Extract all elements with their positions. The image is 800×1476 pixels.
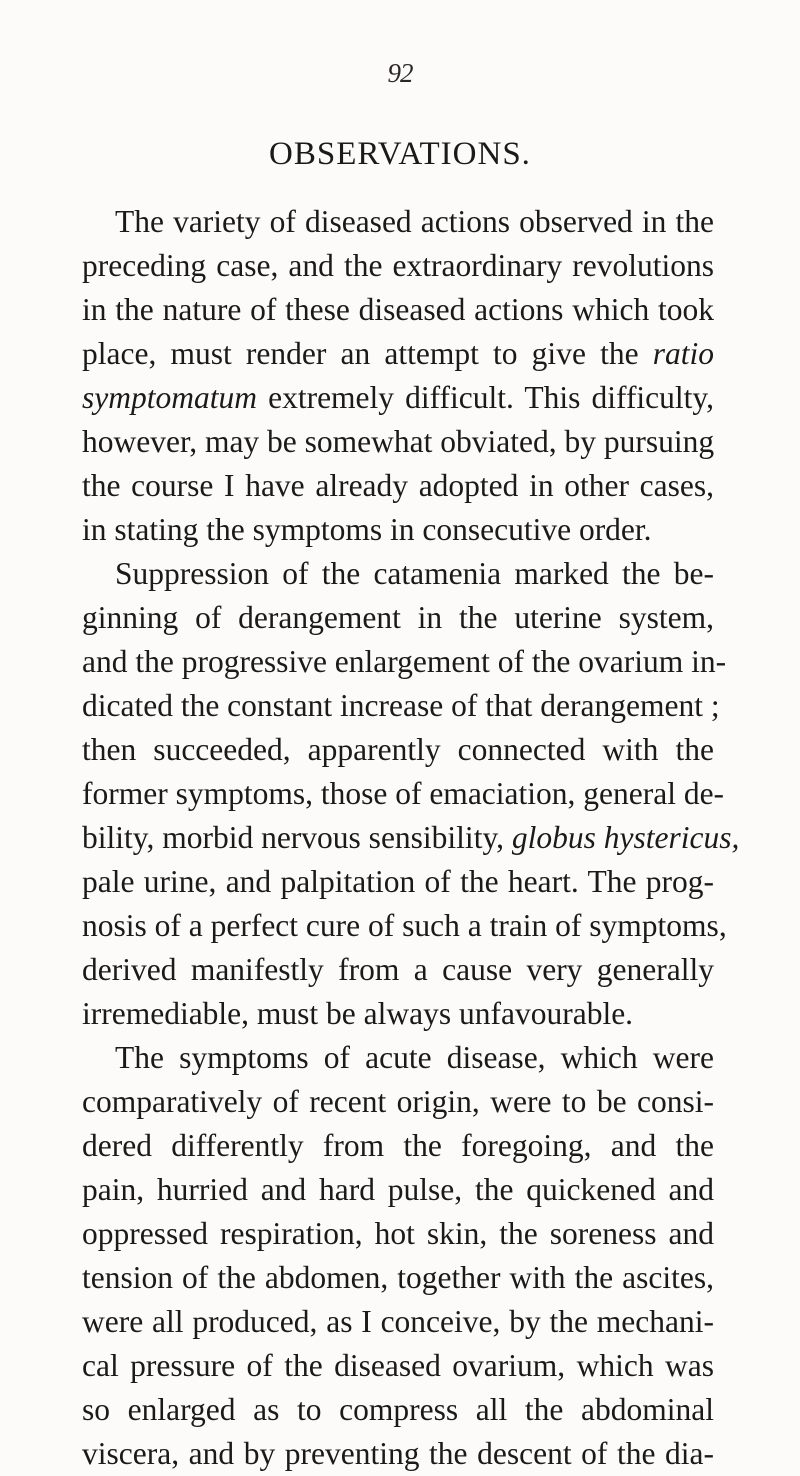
text-segment: The variety of diseased actions observed in the bbox=[115, 204, 714, 239]
text-line bbox=[82, 904, 727, 948]
italic-text: symptomatum bbox=[82, 380, 257, 415]
text-segment: cal pressure of the diseased ovarium, which was bbox=[82, 1348, 714, 1383]
text-segment: irremediable, must be always unfavourable. bbox=[82, 996, 634, 1031]
text-line bbox=[82, 464, 714, 508]
text-line bbox=[82, 948, 714, 992]
text-segment: nosis of a perfect cure of such a train of symptoms, bbox=[82, 908, 727, 943]
text-segment: The symptoms of acute disease, which were bbox=[115, 1040, 714, 1075]
text-segment: extremely difficult. This difficulty, bbox=[257, 380, 714, 415]
text-segment: dicated the constant increase of that derangement ; bbox=[82, 688, 720, 723]
text-segment: former symptoms, those of emaciation, general de- bbox=[82, 776, 725, 811]
text-line bbox=[82, 1432, 714, 1476]
text-line bbox=[82, 1344, 714, 1388]
text-line bbox=[82, 860, 714, 904]
text-line bbox=[82, 596, 714, 640]
text-segment: Suppression of the catamenia marked the be- bbox=[115, 556, 714, 591]
text-segment: viscera, and by preventing the descent of the dia- bbox=[82, 1436, 714, 1471]
text-line bbox=[82, 640, 727, 684]
text-segment: comparatively of recent origin, were to be consi- bbox=[82, 1084, 714, 1119]
text-segment: pain, hurried and hard pulse, the quickened and bbox=[82, 1172, 714, 1207]
text-segment: place, must render an attempt to give the bbox=[82, 336, 653, 371]
page-number: 92 bbox=[387, 58, 413, 88]
text-segment: so enlarged as to compress all the abdominal bbox=[82, 1392, 714, 1427]
text-line bbox=[82, 1080, 714, 1124]
text-line bbox=[82, 1388, 714, 1432]
text-line bbox=[115, 1036, 714, 1080]
text-segment: in stating the symptoms in consecutive order. bbox=[82, 512, 652, 547]
text-segment: then succeeded, apparently connected with the bbox=[82, 732, 714, 767]
text-line bbox=[115, 200, 714, 244]
section-heading: OBSERVATIONS. bbox=[269, 136, 531, 172]
text-line bbox=[82, 420, 714, 464]
text-line bbox=[82, 728, 714, 772]
text-segment: in the nature of these diseased actions which took bbox=[82, 292, 714, 327]
text-line bbox=[82, 288, 714, 332]
text-line bbox=[82, 684, 720, 728]
text-line bbox=[82, 1256, 714, 1300]
text-line bbox=[82, 816, 740, 860]
text-line bbox=[82, 244, 714, 288]
text-segment: oppressed respiration, hot skin, the soreness and bbox=[82, 1216, 714, 1251]
italic-text: globus hystericus, bbox=[511, 820, 740, 855]
text-segment: were all produced, as I conceive, by the mechani- bbox=[82, 1304, 714, 1339]
text-line bbox=[82, 1212, 714, 1256]
text-line bbox=[82, 332, 714, 376]
text-segment: dered differently from the foregoing, and the bbox=[82, 1128, 714, 1163]
text-segment: however, may be somewhat obviated, by pursuing bbox=[82, 424, 715, 459]
text-segment: pale urine, and palpitation of the heart. The prog- bbox=[82, 864, 714, 899]
text-segment: preceding case, and the extraordinary revolutions bbox=[82, 248, 714, 283]
text-line bbox=[82, 508, 714, 552]
text-line bbox=[115, 552, 714, 596]
text-line bbox=[82, 1124, 714, 1168]
text-line bbox=[82, 1300, 714, 1344]
italic-text: ratio bbox=[652, 336, 714, 371]
text-segment: the course I have already adopted in other cases, bbox=[82, 468, 714, 503]
text-segment: ginning of derangement in the uterine system, bbox=[82, 600, 714, 635]
text-line bbox=[82, 376, 714, 420]
text-segment: and the progressive enlargement of the ovarium in- bbox=[82, 644, 727, 679]
text-segment: tension of the abdomen, together with the ascites, bbox=[82, 1260, 714, 1295]
text-line bbox=[82, 1168, 714, 1212]
text-segment: bility, morbid nervous sensibility, bbox=[82, 820, 512, 855]
text-segment: derived manifestly from a cause very generally bbox=[82, 952, 714, 987]
text-line bbox=[82, 992, 714, 1036]
text-line bbox=[82, 772, 725, 816]
